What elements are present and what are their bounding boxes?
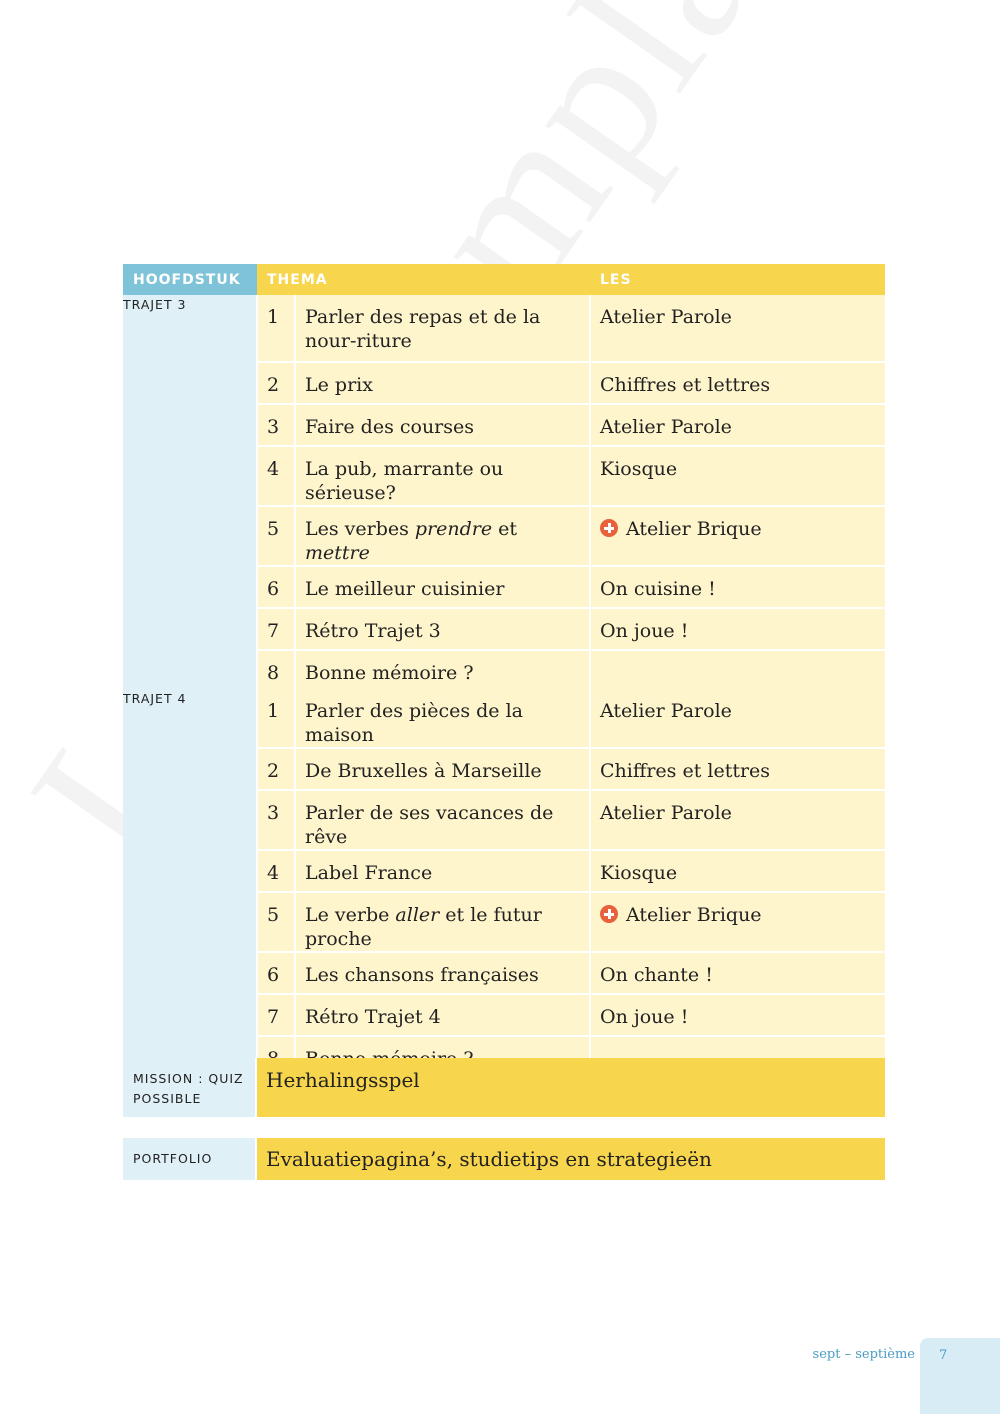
chapter-label: TRAJET 3 [123, 295, 257, 692]
row-number: 5 [257, 506, 295, 566]
row-thema: Faire des courses [295, 404, 590, 446]
row-les [590, 506, 885, 566]
header-thema: THEMA [257, 264, 590, 295]
page-number: 7 [939, 1348, 948, 1363]
portfolio-band [123, 1138, 885, 1180]
table-row [123, 295, 885, 362]
row-thema: La pub, marrante ou sérieuse? [295, 446, 590, 506]
row-number: 1 [257, 295, 295, 362]
header-hoofdstuk: HOOFDSTUK [123, 264, 257, 295]
row-number: 3 [257, 790, 295, 850]
thema-text: Les verbes [305, 518, 415, 540]
thema-italic: mettre [305, 542, 370, 564]
row-les: On joue ! [590, 608, 885, 650]
thema-text: et le futur proche [305, 904, 542, 950]
row-number: 4 [257, 446, 295, 506]
row-thema: Rétro Trajet 3 [295, 608, 590, 650]
row-number: 2 [257, 748, 295, 790]
row-thema: Bonne mémoire ? [295, 650, 590, 692]
row-thema: Le meilleur cuisinier [295, 566, 590, 608]
les-text: Atelier Brique [626, 518, 762, 540]
row-thema: De Bruxelles à Marseille [295, 748, 590, 790]
row-les: On chante ! [590, 952, 885, 994]
row-number: 7 [257, 608, 295, 650]
mission-label-line1: MISSION : QUIZ [133, 1071, 244, 1086]
mission-label-line2: POSSIBLE [133, 1091, 202, 1106]
row-thema [295, 892, 590, 952]
row-thema: Parler des pièces de la maison [295, 689, 590, 748]
mission-band [123, 1058, 885, 1117]
row-number: 8 [257, 650, 295, 692]
portfolio-label: PORTFOLIO [123, 1138, 257, 1180]
row-les: Chiffres et lettres [590, 362, 885, 404]
chapter-label: TRAJET 4 [123, 689, 257, 1078]
table-row [123, 689, 885, 748]
row-thema: Le prix [295, 362, 590, 404]
footer-chapter: sept – septième [812, 1347, 915, 1362]
plus-circle-icon [600, 905, 618, 923]
thema-italic: prendre [414, 518, 493, 540]
row-les [590, 892, 885, 952]
mission-label [123, 1058, 257, 1117]
row-number: 6 [257, 566, 295, 608]
row-les: Atelier Parole [590, 790, 885, 850]
row-thema: Label France [295, 850, 590, 892]
trajet-3-table [123, 264, 885, 692]
row-thema: Parler des repas et de la nour-riture [295, 295, 590, 362]
thema-text: et [492, 518, 518, 540]
row-les: Kiosque [590, 850, 885, 892]
row-number: 7 [257, 994, 295, 1036]
row-thema [295, 506, 590, 566]
plus-circle-icon [600, 519, 618, 537]
portfolio-value: Evaluatiepagina’s, studietips en strategieën [257, 1138, 885, 1180]
row-number: 5 [257, 892, 295, 952]
row-thema: Les chansons françaises [295, 952, 590, 994]
thema-text: Le verbe [305, 904, 396, 926]
row-number: 4 [257, 850, 295, 892]
page-number-tab [920, 1338, 1000, 1414]
row-thema: Parler de ses vacances de rêve [295, 790, 590, 850]
header-les: LES [590, 264, 885, 295]
thema-italic: aller [395, 904, 440, 926]
row-les: Chiffres et lettres [590, 748, 885, 790]
mission-value: Herhalingsspel [257, 1058, 885, 1117]
row-les: On joue ! [590, 994, 885, 1036]
row-les [590, 650, 885, 692]
row-number: 6 [257, 952, 295, 994]
row-thema: Rétro Trajet 4 [295, 994, 590, 1036]
row-les: On cuisine ! [590, 566, 885, 608]
row-number: 3 [257, 404, 295, 446]
row-number: 1 [257, 689, 295, 748]
row-les: Atelier Parole [590, 689, 885, 748]
row-les: Atelier Parole [590, 404, 885, 446]
row-les: Atelier Parole [590, 295, 885, 362]
trajet-4-table [123, 689, 885, 1078]
les-text: Atelier Brique [626, 904, 762, 926]
row-number: 2 [257, 362, 295, 404]
row-les: Kiosque [590, 446, 885, 506]
